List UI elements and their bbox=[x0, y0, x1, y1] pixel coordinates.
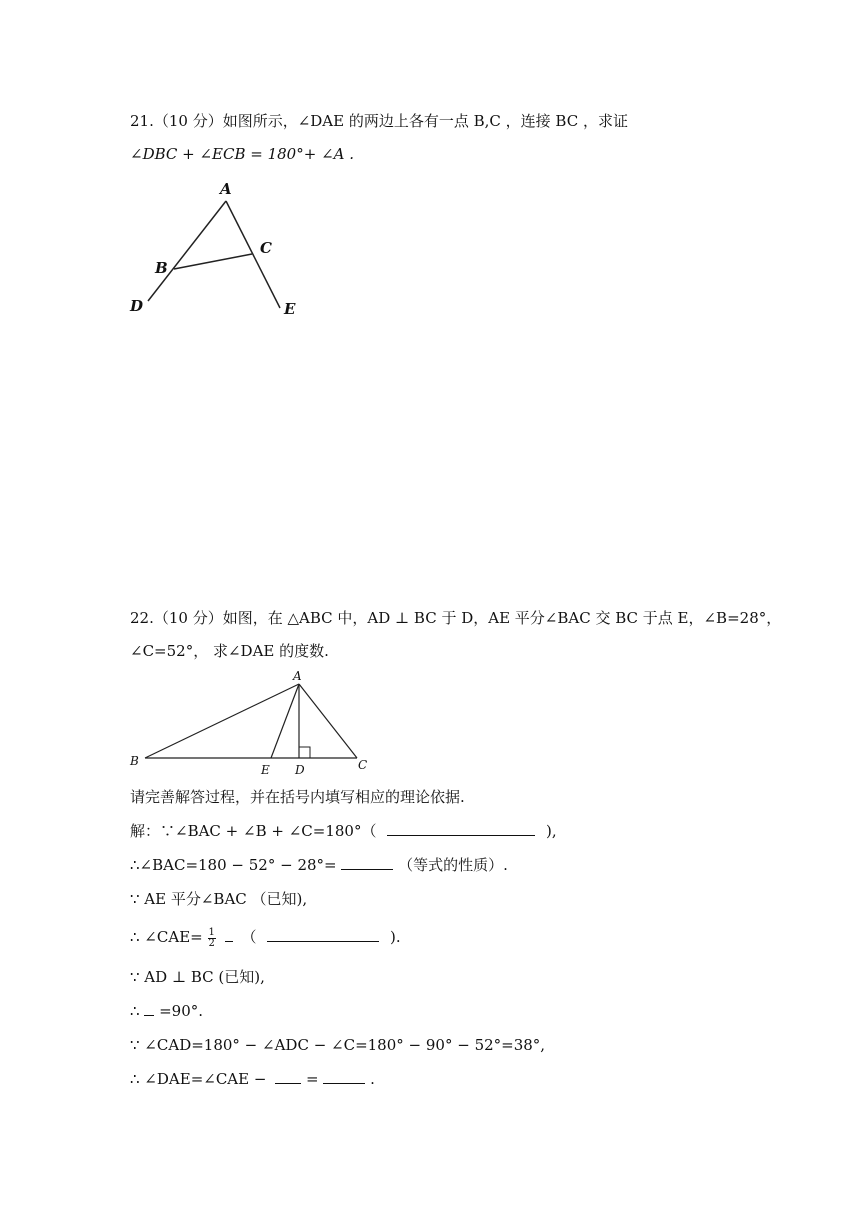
q22-step4-blank[interactable] bbox=[267, 927, 379, 942]
q21-line-AD bbox=[148, 201, 226, 301]
q22-step4-text: ∴ ∠CAE= bbox=[130, 928, 203, 946]
q22-step5: ∵ AD ⊥ BC (已知), bbox=[130, 968, 265, 986]
q22-step2-text: ∴∠BAC=180 − 52° − 28°= bbox=[130, 856, 337, 874]
q22-label-A: A bbox=[293, 669, 302, 683]
q22-step8-text: ∴ ∠DAE=∠CAE − bbox=[130, 1070, 267, 1088]
q22-label-C: C bbox=[358, 758, 368, 772]
q21-line-BC bbox=[174, 254, 252, 269]
q22-instruction: 请完善解答过程，并在括号内填写相应的理论依据. bbox=[130, 788, 465, 806]
q22-step6-blank[interactable] bbox=[144, 1001, 154, 1016]
q21-label-E: E bbox=[284, 300, 296, 318]
q22-step1 bbox=[130, 820, 557, 842]
q22-step4-numerator: 1 bbox=[208, 926, 215, 938]
q21-label-C: C bbox=[260, 239, 272, 257]
q22-step3: ∵ AE 平分∠BAC （已知), bbox=[130, 890, 308, 908]
q22-figure bbox=[125, 668, 375, 778]
q22-text-line1: 22.（10 分）如图，在 △ABC 中，AD ⊥ BC 于 D，AE 平分∠BAC 交 BC 于点 E，∠B=28°， bbox=[130, 609, 782, 627]
q22-step2-end: （等式的性质）. bbox=[398, 856, 508, 874]
q22-step4-paren: （ bbox=[241, 928, 257, 946]
q22-step8-blank1[interactable] bbox=[275, 1069, 301, 1084]
q22-step6 bbox=[130, 1000, 203, 1022]
q22-step6-end: =90°. bbox=[159, 1002, 204, 1020]
q22-step4-fraction bbox=[208, 928, 216, 949]
q22-label-B: B bbox=[130, 754, 139, 768]
q22-step6-text: ∴ bbox=[130, 1002, 140, 1020]
q22-label-E: E bbox=[261, 763, 270, 777]
q22-step8 bbox=[130, 1068, 375, 1090]
q22-text-line2: ∠C=52°， 求∠DAE 的度数. bbox=[130, 642, 329, 660]
q22-step8-blank2[interactable] bbox=[323, 1069, 365, 1084]
q22-step2 bbox=[130, 854, 508, 876]
q22-step4-blank-small[interactable] bbox=[225, 927, 233, 942]
q21-figure bbox=[120, 175, 320, 325]
q22-step4 bbox=[130, 926, 401, 949]
q22-step1-text: 解：∵∠BAC + ∠B + ∠C=180°（ bbox=[130, 822, 377, 840]
q21-label-A: A bbox=[220, 180, 232, 198]
q22-step4-end: ). bbox=[390, 928, 401, 946]
q22-right-angle-mark bbox=[299, 747, 310, 758]
q21-label-D: D bbox=[130, 297, 144, 315]
q22-step1-blank[interactable] bbox=[387, 821, 535, 836]
q22-step7: ∵ ∠CAD=180° − ∠ADC − ∠C=180° − 90° − 52°=38°, bbox=[130, 1036, 546, 1054]
q22-step8-eq: = bbox=[305, 1070, 319, 1088]
q21-text-line1: 21.（10 分）如图所示，∠DAE 的两边上各有一点 B,C ，连接 BC ，求证 bbox=[130, 112, 628, 130]
q21-text-line2: ∠DBC + ∠ECB = 180°+ ∠A . bbox=[130, 145, 355, 163]
q22-step4-denominator: 2 bbox=[208, 937, 215, 949]
q22-step2-blank[interactable] bbox=[341, 855, 393, 870]
q21-label-B: B bbox=[155, 259, 168, 277]
q22-label-D: D bbox=[295, 763, 305, 777]
q22-step1-end: ), bbox=[546, 822, 557, 840]
q22-side-AB bbox=[145, 684, 299, 758]
q22-step8-end: . bbox=[370, 1070, 375, 1088]
